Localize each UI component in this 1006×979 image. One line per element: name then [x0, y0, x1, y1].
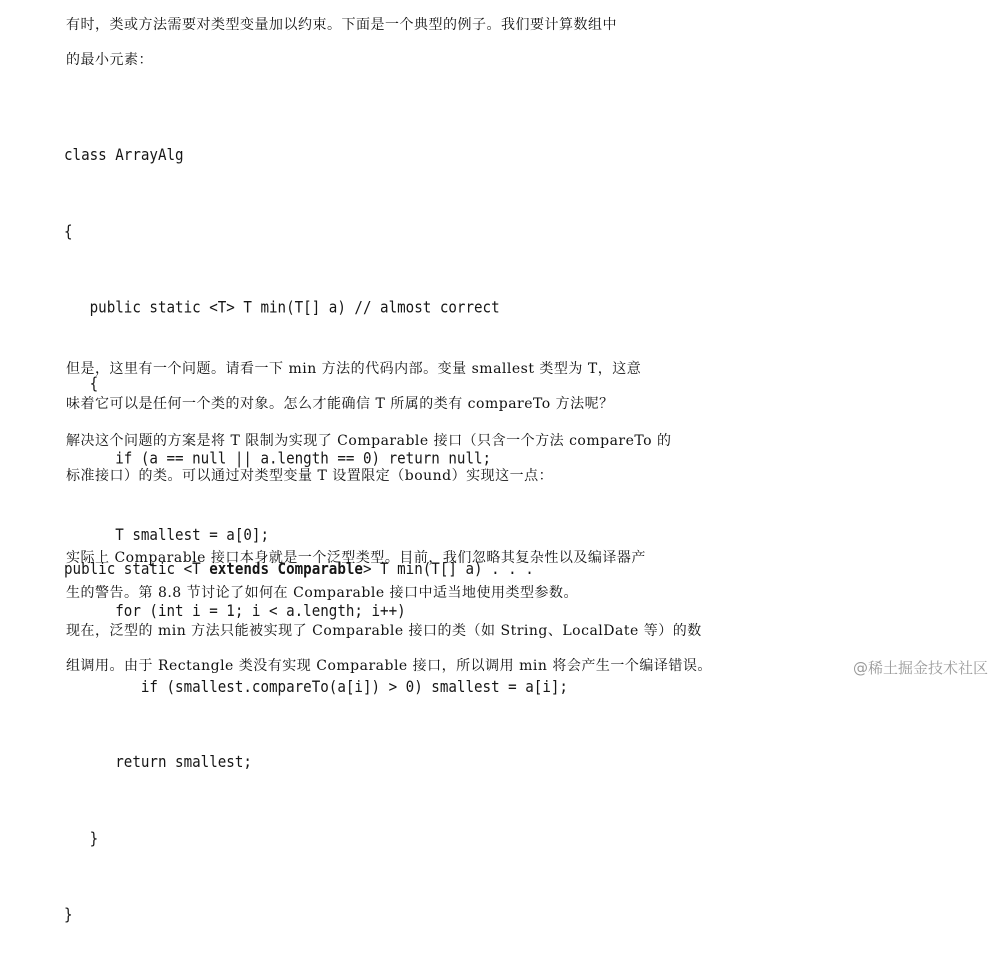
code-fragment: public static <T — [64, 560, 210, 579]
paragraph-line: 生的警告。第 8.8 节讨论了如何在 Comparable 接口中适当地使用类型参数。 — [66, 585, 579, 601]
paragraph-line: 但是，这里有一个问题。请看一下 min 方法的代码内部。变量 smallest 类型为 T，这意 — [66, 361, 642, 377]
code-line: class ArrayAlg — [64, 146, 184, 165]
code-line: if (a == null || a.length == 0) return null; — [64, 450, 492, 469]
paragraph-line: 实际上 Comparable 接口本身就是一个泛型类型。目前，我们忽略其复杂性以及编译器产 — [66, 550, 646, 566]
paragraph-line: 标准接口）的类。可以通过对类型变量 T 设置限定（bound）实现这一点： — [66, 468, 554, 484]
code-line: T smallest = a[0]; — [64, 526, 269, 545]
paragraph-line: 现在，泛型的 min 方法只能被实现了 Comparable 接口的类（如 String、LocalDate 等）的数 — [66, 623, 702, 639]
code-line: { — [64, 222, 73, 241]
code-fragment-bold: extends Comparable — [209, 560, 363, 579]
paragraph-line: 有时，类或方法需要对类型变量加以约束。下面是一个典型的例子。我们要计算数组中 — [66, 17, 617, 33]
paragraph-problem — [66, 352, 976, 422]
paragraph-line: 的最小元素： — [66, 52, 153, 68]
code-line: } — [64, 830, 99, 849]
paragraph-line: 解决这个问题的方案是将 T 限制为实现了 Comparable 接口（只含一个方法 compareTo 的 — [66, 433, 672, 449]
code-line: if (smallest.compareTo(a[i]) > 0) smallest = a[i]; — [64, 678, 568, 697]
code-line: { — [64, 374, 99, 393]
paragraph-comparable — [66, 541, 976, 611]
paragraph-line: 味着它可以是任何一个类的对象。怎么才能确信 T 所属的类有 compareTo 方法呢？ — [66, 396, 614, 412]
code-fragment: > T min(T[] a) . . . — [362, 560, 534, 579]
paragraph-conclusion — [66, 614, 976, 684]
code-line: return smallest; — [64, 754, 252, 773]
watermark: @稀土掘金技术社区 — [852, 659, 988, 677]
paragraph-intro — [66, 8, 976, 78]
code-line: } — [64, 906, 73, 925]
paragraph-line: 组调用。由于 Rectangle 类没有实现 Comparable 接口，所以调用 min 将会产生一个编译错误。 — [66, 658, 712, 674]
code-line: public static <T> T min(T[] a) // almost correct — [64, 298, 500, 317]
paragraph-solution — [66, 424, 976, 494]
code-line: for (int i = 1; i < a.length; i++) — [64, 602, 406, 621]
